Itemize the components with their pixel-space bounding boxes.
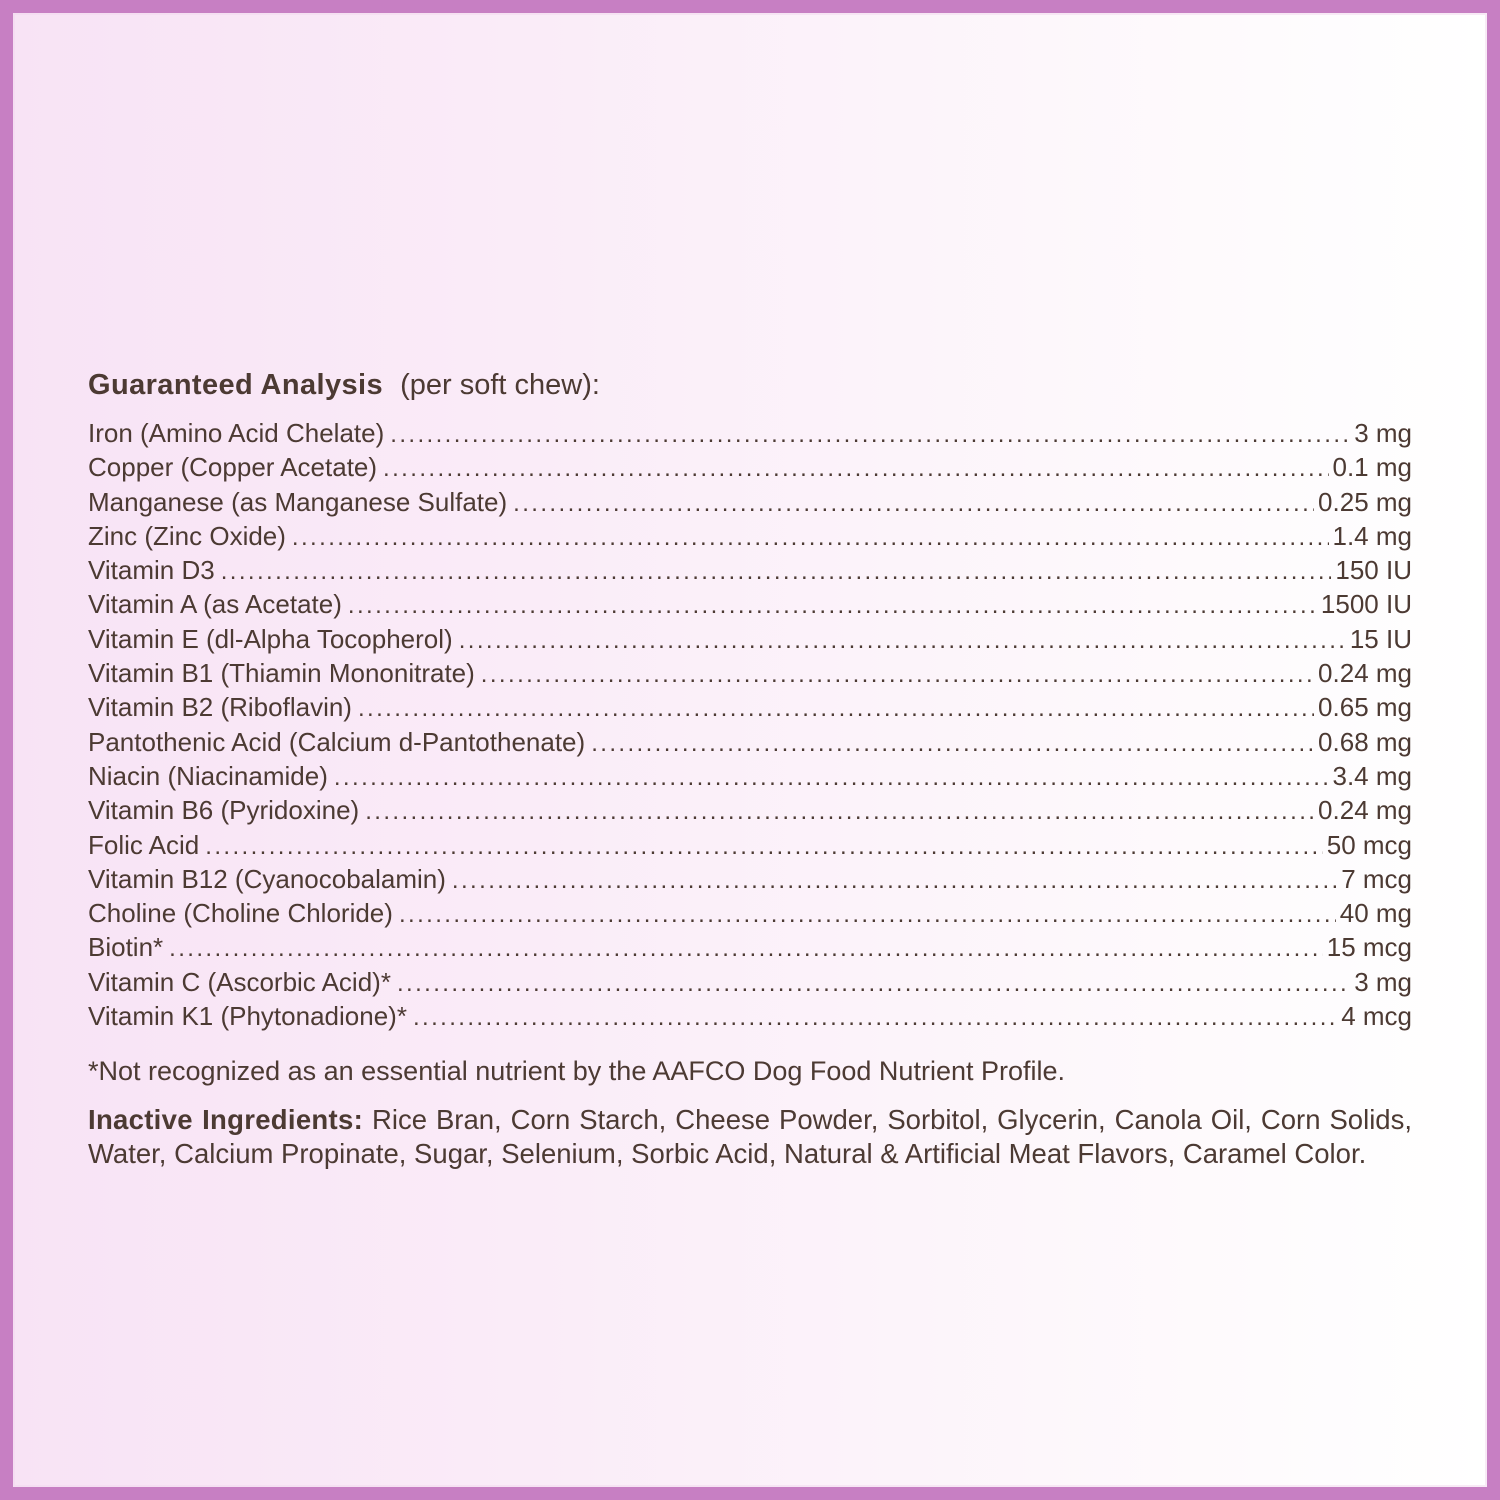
dot-leader bbox=[383, 453, 1328, 485]
analysis-table bbox=[88, 417, 1412, 1034]
nutrient-name: Pantothenic Acid (Calcium d-Pantothenate) bbox=[88, 726, 586, 757]
section-title bbox=[88, 367, 1412, 403]
nutrient-name: Niacin (Niacinamide) bbox=[88, 760, 328, 791]
dot-leader bbox=[459, 625, 1346, 657]
nutrient-value: 50 mcg bbox=[1326, 829, 1412, 860]
nutrient-value: 7 mcg bbox=[1341, 863, 1412, 894]
label-panel bbox=[13, 13, 1487, 1487]
section-title-suffix: (per soft chew): bbox=[400, 369, 600, 401]
analysis-row bbox=[88, 554, 1412, 588]
dot-leader bbox=[413, 1002, 1337, 1034]
analysis-row bbox=[88, 1000, 1412, 1034]
nutrient-value: 4 mcg bbox=[1341, 1001, 1412, 1032]
nutrient-value: 0.24 mg bbox=[1318, 795, 1412, 826]
analysis-row bbox=[88, 588, 1412, 622]
inactive-ingredients-label: Inactive Ingredients: bbox=[88, 1104, 364, 1136]
nutrient-value: 0.25 mg bbox=[1318, 486, 1412, 517]
nutrient-value: 0.24 mg bbox=[1318, 658, 1412, 689]
nutrient-name: Vitamin D3 bbox=[88, 555, 215, 586]
dot-leader bbox=[221, 556, 1332, 588]
analysis-row bbox=[88, 520, 1412, 554]
nutrient-value: 40 mg bbox=[1339, 898, 1412, 929]
analysis-row bbox=[88, 829, 1412, 863]
dot-leader bbox=[348, 590, 1317, 622]
dot-leader bbox=[481, 659, 1314, 691]
nutrient-value: 15 IU bbox=[1349, 623, 1412, 654]
nutrient-value: 0.68 mg bbox=[1318, 726, 1412, 757]
dot-leader bbox=[591, 728, 1314, 760]
analysis-row bbox=[88, 794, 1412, 828]
nutrient-name: Biotin* bbox=[88, 932, 164, 963]
nutrient-value: 3 mg bbox=[1354, 966, 1412, 997]
dot-leader bbox=[205, 831, 1322, 863]
section-title-bold: Guaranteed Analysis bbox=[88, 369, 384, 401]
nutrient-value: 1500 IU bbox=[1320, 589, 1412, 620]
nutrient-name: Choline (Choline Chloride) bbox=[88, 898, 393, 929]
footnote: *Not recognized as an essential nutrient by the AAFCO Dog Food Nutrient Profile. bbox=[88, 1056, 1066, 1087]
dot-leader bbox=[292, 522, 1329, 554]
nutrient-name: Vitamin B12 (Cyanocobalamin) bbox=[88, 863, 446, 894]
analysis-row bbox=[88, 863, 1412, 897]
analysis-row bbox=[88, 760, 1412, 794]
nutrient-name: Vitamin E (dl-Alpha Tocopherol) bbox=[88, 623, 453, 654]
analysis-row bbox=[88, 897, 1412, 931]
analysis-row bbox=[88, 726, 1412, 760]
dot-leader bbox=[452, 865, 1337, 897]
nutrient-name: Iron (Amino Acid Chelate) bbox=[88, 418, 385, 448]
nutrient-value: 0.65 mg bbox=[1318, 692, 1412, 723]
nutrient-value: 150 IU bbox=[1335, 555, 1412, 586]
analysis-row bbox=[88, 486, 1412, 520]
nutrient-name: Vitamin A (as Acetate) bbox=[88, 589, 342, 620]
nutrient-value: 1.4 mg bbox=[1332, 520, 1412, 551]
dot-leader bbox=[390, 419, 1350, 451]
analysis-row bbox=[88, 691, 1412, 725]
dot-leader bbox=[365, 796, 1314, 828]
dot-leader bbox=[169, 933, 1323, 965]
inactive-ingredients-text: Rice Bran, Corn Starch, Cheese Powder, Sorbitol, Glycerin, Canola Oil, Corn Solids, Water, Calcium Propinate, Sugar, Selenium, Sorbic Acid, Natural & Artificial Meat Flavors, Caramel Color. bbox=[88, 1104, 1412, 1170]
nutrient-name: Zinc (Zinc Oxide) bbox=[88, 520, 286, 551]
nutrient-value: 15 mcg bbox=[1326, 932, 1412, 963]
nutrient-name: Folic Acid bbox=[88, 829, 200, 860]
nutrient-name: Vitamin K1 (Phytonadione)* bbox=[88, 1001, 407, 1032]
dot-leader bbox=[358, 693, 1314, 725]
nutrient-name: Copper (Copper Acetate) bbox=[88, 452, 378, 483]
analysis-row bbox=[88, 657, 1412, 691]
inactive-ingredients bbox=[88, 1103, 1412, 1171]
nutrient-name: Manganese (as Manganese Sulfate) bbox=[88, 486, 508, 517]
dot-leader bbox=[397, 968, 1350, 1000]
analysis-row bbox=[88, 931, 1412, 965]
nutrient-name: Vitamin C (Ascorbic Acid)* bbox=[88, 966, 391, 997]
nutrient-value: 3.4 mg bbox=[1332, 760, 1412, 791]
dot-leader bbox=[334, 762, 1329, 794]
analysis-row bbox=[88, 451, 1412, 485]
analysis-row bbox=[88, 966, 1412, 1000]
nutrient-value: 0.1 mg bbox=[1332, 452, 1412, 483]
dot-leader bbox=[399, 899, 1336, 931]
analysis-row bbox=[88, 623, 1412, 657]
nutrient-value: 3 mg bbox=[1354, 418, 1412, 448]
nutrient-name: Vitamin B6 (Pyridoxine) bbox=[88, 795, 360, 826]
nutrient-name: Vitamin B2 (Riboflavin) bbox=[88, 692, 352, 723]
dot-leader bbox=[513, 488, 1314, 520]
analysis-row bbox=[88, 417, 1412, 451]
nutrient-name: Vitamin B1 (Thiamin Mononitrate) bbox=[88, 658, 475, 689]
